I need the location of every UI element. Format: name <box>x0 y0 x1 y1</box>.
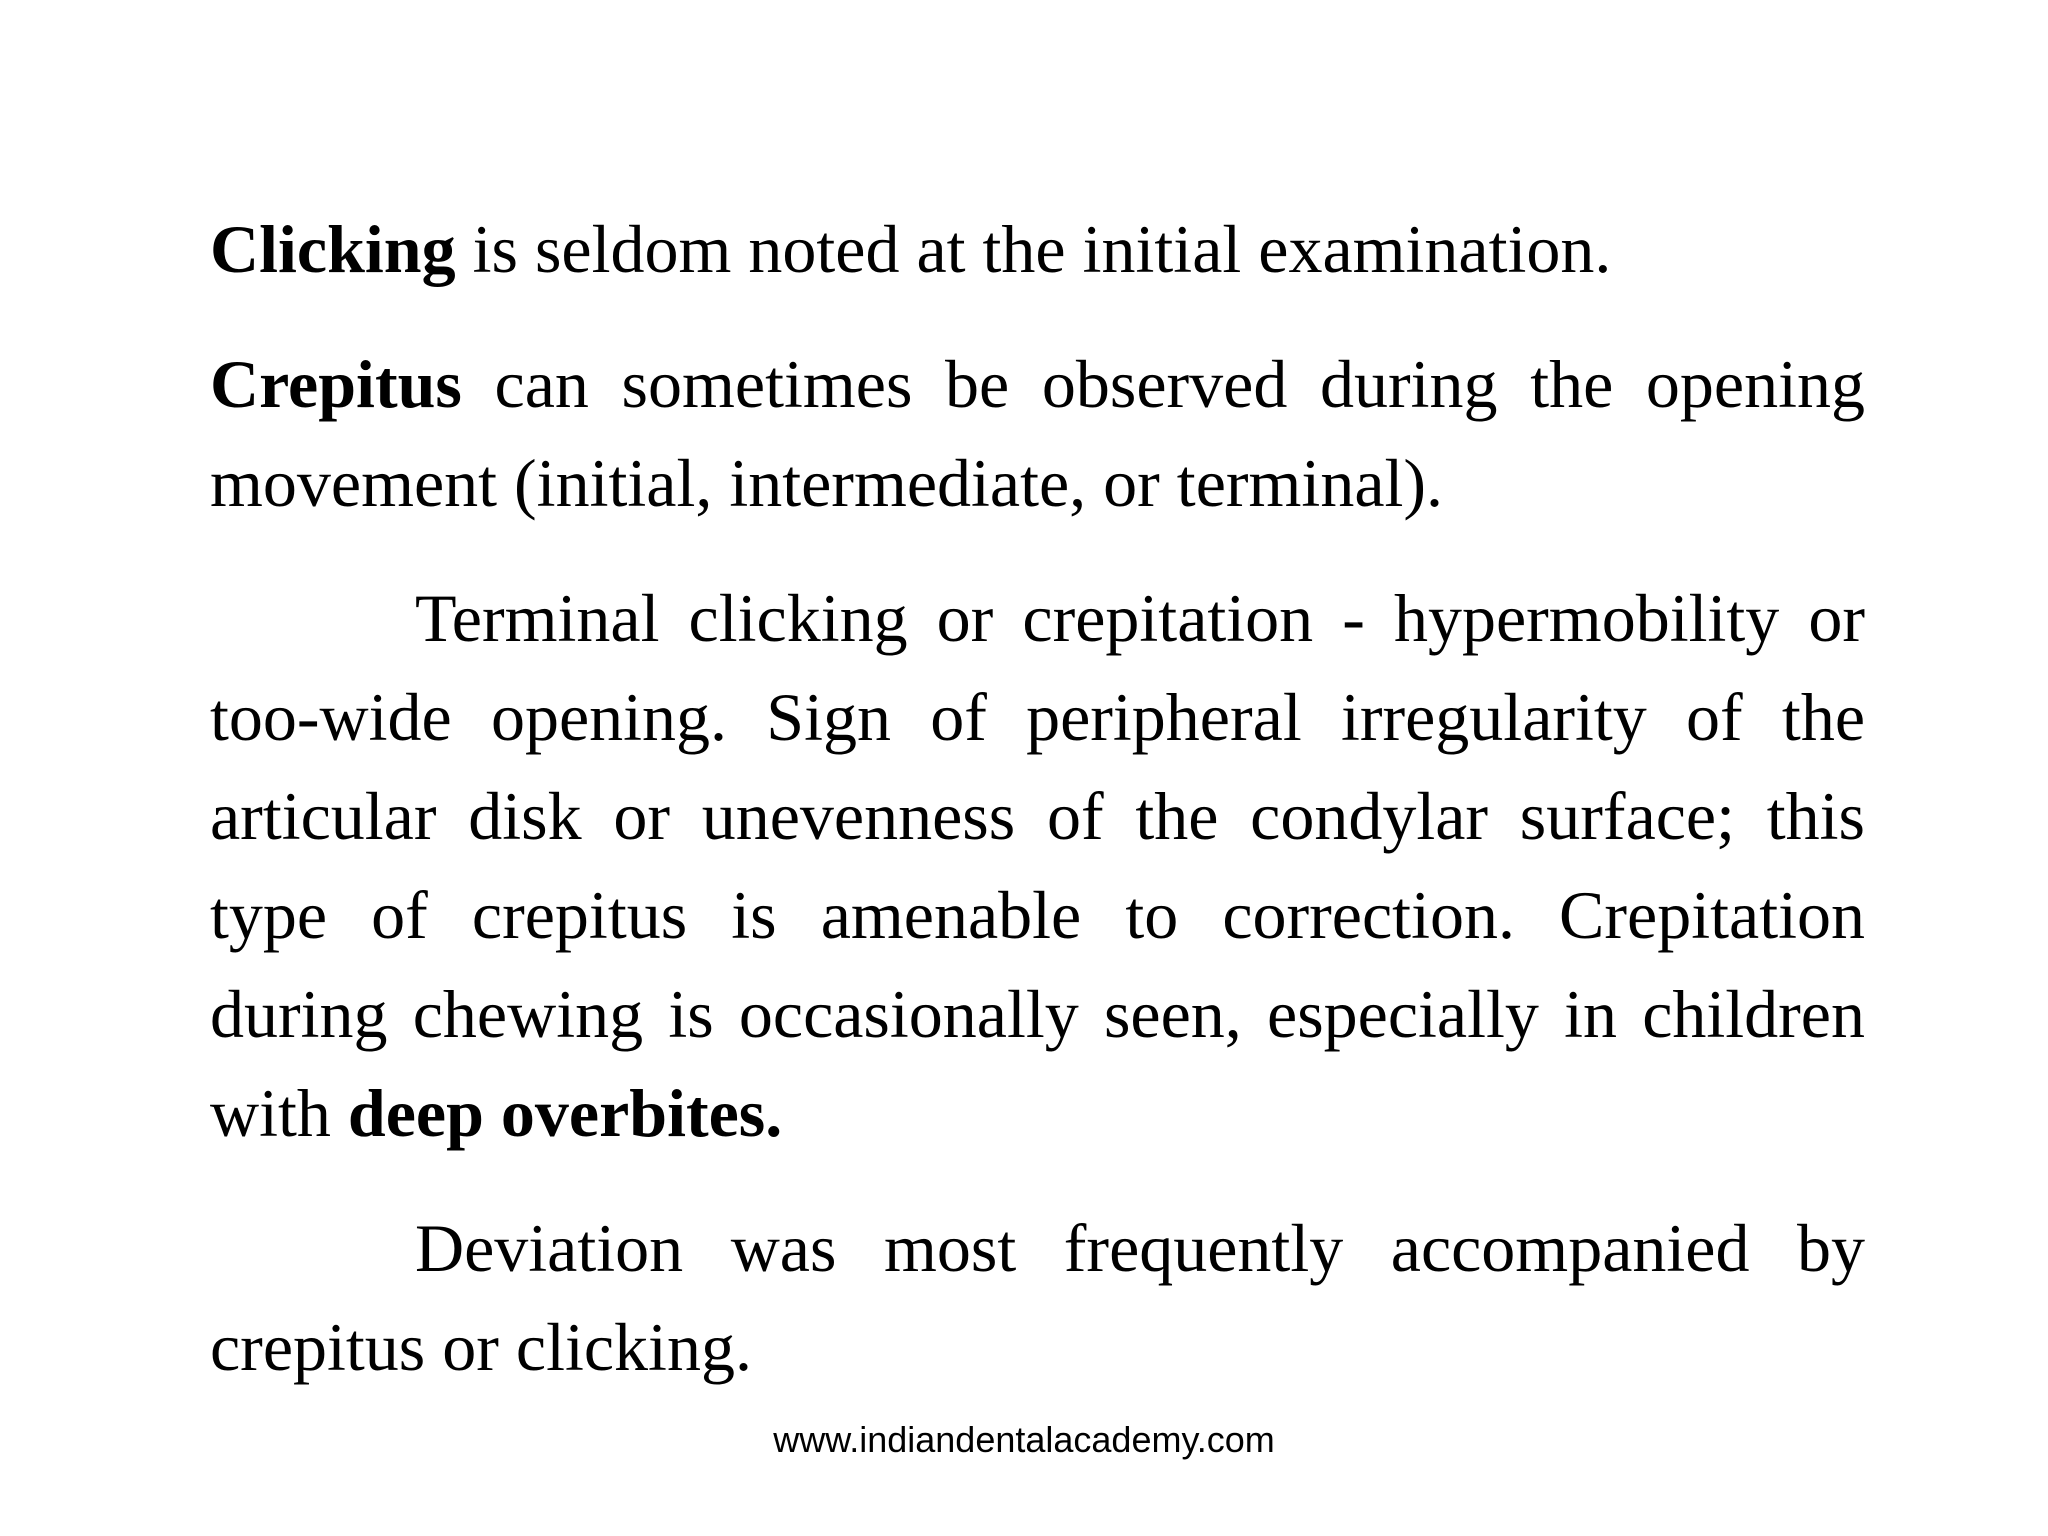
term-deep-overbites: deep overbites. <box>347 1075 783 1151</box>
paragraph-terminal-clicking-text: Terminal clicking or crepitation - hypermobility or too-wide opening. Sign of peripheral irregularity of the articular disk or unevenness of the condylar surface; this type of crepitus is amenable to correction. Crepitation during chewing is occasionally seen, especially in children with <box>210 580 1865 1151</box>
paragraph-terminal-clicking <box>210 569 1865 1163</box>
paragraph-clicking <box>210 200 1865 299</box>
slide-body <box>210 200 1865 1397</box>
paragraph-deviation-text: Deviation was most frequently accompanied by crepitus or clicking. <box>210 1210 1865 1385</box>
paragraph-crepitus-text: can sometimes be observed during the opening movement (initial, intermediate, or terminal). <box>210 346 1865 521</box>
term-clicking: Clicking <box>210 211 456 287</box>
term-crepitus: Crepitus <box>210 346 462 422</box>
paragraph-clicking-text: is seldom noted at the initial examination. <box>455 211 1612 287</box>
paragraph-crepitus <box>210 335 1865 533</box>
footer-website: www.indiandentalacademy.com <box>773 1419 1275 1460</box>
paragraph-deviation <box>210 1199 1865 1397</box>
